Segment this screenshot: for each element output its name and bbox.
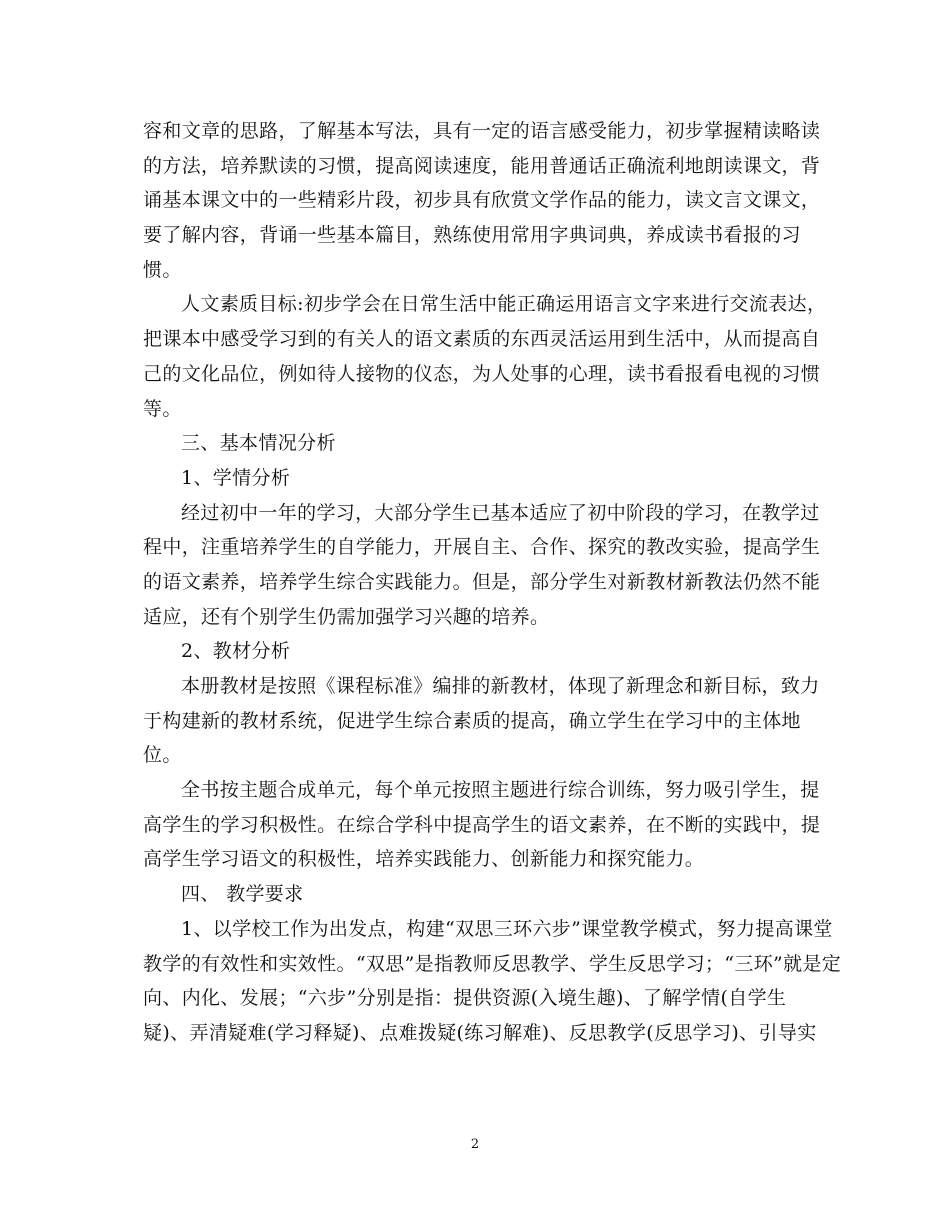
text-line: 适应，还有个别学生仍需加强学习兴趣的培养。	[143, 605, 550, 628]
text-line: 的语文素养，培养学生综合实践能力。但是，部分学生对新教材新教法仍然不能	[143, 570, 821, 593]
text-line: 1、以学校工作为出发点，构建“双思三环六步”课堂教学模式，努力提高课堂	[181, 917, 833, 940]
text-line: 经过初中一年的学习，大部分学生已基本适应了初中阶段的学习，在教学过	[181, 501, 820, 524]
text-line: 把课本中感受学习到的有关人的语文素质的东西灵活运用到生活中，从而提高自	[143, 328, 821, 351]
paragraph-humanistic-quality-goal	[143, 287, 827, 426]
paragraph-heading-textbook-analysis	[143, 634, 803, 669]
paragraph-reading-goals-continued	[143, 114, 821, 287]
text-line: 1、学情分析	[181, 466, 291, 489]
page-number: 2	[470, 1137, 480, 1152]
paragraph-textbook-structure-body	[143, 773, 821, 877]
text-line: 惯。	[143, 258, 182, 281]
paragraph-heading-teaching-requirements	[143, 877, 803, 912]
text-line: 本册教材是按照《课程标准》编排的新教材，体现了新理念和新目标，致力	[181, 675, 820, 697]
text-line: 2、教材分析	[181, 640, 291, 663]
text-line: 于构建新的教材系统，促进学生综合素质的提高，确立学生在学习中的主体地	[143, 709, 801, 732]
paragraph-heading-student-analysis	[143, 461, 803, 496]
text-line: 容和文章的思路，了解基本写法，具有一定的语言感受能力，初步掌握精读略读	[143, 120, 821, 142]
text-line: 三、基本情况分析	[181, 432, 336, 455]
text-line: 向、内化、发展；“六步”分别是指：提供资源(入境生趣)、了解学情(自学生	[143, 987, 787, 1010]
text-line: 高学生的学习积极性。在综合学科中提高学生的语文素养，在不断的实践中，提	[143, 813, 821, 836]
document-body	[143, 114, 842, 1051]
paragraph-textbook-analysis-body	[143, 669, 820, 773]
text-line: 等。	[143, 397, 182, 420]
text-line: 疑)、弄清疑难(学习释疑)、点难拨疑(练习解难)、反思教学(反思学习)、引导实	[143, 1021, 817, 1044]
paragraph-student-analysis-body	[143, 496, 821, 635]
text-line: 己的文化品位，例如待人接物的仪态，为人处事的心理，读书看报看电视的习惯	[143, 362, 821, 385]
text-line: 四、 教学要求	[181, 883, 304, 906]
text-line: 教学的有效性和实效性。“双思”是指教师反思教学、学生反思学习；“三环”就是定	[143, 952, 842, 975]
text-line: 全书按主题合成单元，每个单元按照主题进行综合训练，努力吸引学生，提	[181, 779, 820, 802]
text-line: 位。	[143, 744, 182, 767]
text-line: 的方法，培养默读的习惯，提高阅读速度，能用普通话正确流利地朗读课文，背	[143, 154, 821, 177]
text-line: 诵基本课文中的一些精彩片段，初步具有欣赏文学作品的能力，读文言文课文，	[143, 189, 821, 212]
paragraph-teaching-requirement-1	[143, 912, 842, 1051]
text-line: 要了解内容，背诵一些基本篇目，熟练使用常用字典词典，养成读书看报的习	[143, 224, 801, 247]
text-line: 程中，注重培养学生的自学能力，开展自主、合作、探究的教改实验，提高学生	[143, 536, 821, 559]
text-line: 高学生学习语文的积极性，培养实践能力、创新能力和探究能力。	[143, 848, 705, 871]
paragraph-heading-basic-situation	[143, 426, 803, 461]
text-line: 人文素质目标:初步学会在日常生活中能正确运用语言文字来进行交流表达，	[181, 293, 827, 316]
